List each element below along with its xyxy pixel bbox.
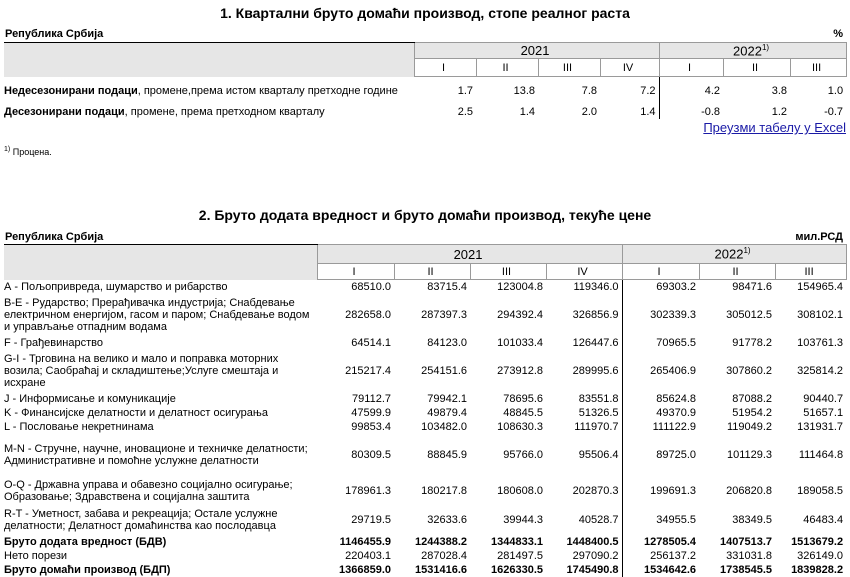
cell-value: 325814.2: [797, 364, 844, 377]
cell-value: 297090.2: [572, 549, 619, 562]
cell-value: 220403.1: [345, 549, 391, 562]
cell-value: 1.4: [519, 105, 535, 118]
cell-value: 111122.9: [622, 420, 699, 434]
table2-unit: мил.РСД: [795, 231, 843, 243]
cell-value: 282658.0: [345, 308, 391, 321]
table2-quarter-header: II: [394, 264, 470, 280]
cell-value: 80309.5: [351, 448, 391, 461]
cell-value: 154965.4: [797, 280, 844, 293]
cell-value: 305012.5: [726, 308, 773, 321]
cell-value: 289995.6: [572, 364, 619, 377]
cell-value: 78695.6: [503, 392, 543, 405]
cell-value: 178961.3: [345, 484, 391, 497]
cell-value: 206820.8: [726, 484, 773, 497]
table-row: [4, 506, 846, 535]
cell-value: 273912.8: [497, 364, 543, 377]
cell-value: 1839828.2: [791, 563, 844, 576]
row-label: А - Пољопривреда, шумарство и рибарство: [4, 280, 228, 293]
table1-footnote: $^{1)}$ Процена.: [4, 146, 52, 157]
cell-value: 1448400.5: [566, 535, 619, 548]
cell-value: 1244388.2: [415, 535, 467, 548]
row-label: B-E - Рударство; Прерађивачка индустрија; Снабдевање електричном енергијом, гасом и паром; Снабдевање водом и управљање отпадним водама: [4, 296, 310, 333]
table2-quarter-header: IV: [546, 264, 622, 280]
cell-value: 3.8: [771, 85, 788, 98]
cell-value: 49370.9: [622, 406, 699, 420]
cell-value: 84123.0: [427, 336, 467, 349]
cell-value: 46483.4: [803, 514, 844, 526]
cell-value: 47599.9: [351, 406, 391, 419]
table-row: [4, 476, 846, 506]
table1-region: Република Србија: [5, 28, 104, 40]
cell-value: 91778.2: [732, 336, 773, 349]
cell-value: 254151.6: [421, 364, 467, 377]
cell-value: 90440.7: [803, 392, 844, 405]
table1-quarter-header: III: [790, 59, 846, 77]
table2: [4, 244, 847, 577]
cell-value: 1531416.6: [415, 563, 467, 576]
cell-value: 180217.8: [421, 484, 467, 497]
cell-value: 331031.8: [726, 549, 773, 562]
table-row: [4, 294, 846, 336]
cell-value: 189058.5: [797, 484, 844, 497]
cell-value: 88845.9: [427, 448, 467, 461]
table-row: [4, 549, 846, 563]
cell-value: 68510.0: [351, 280, 391, 293]
cell-value: 48845.5: [503, 406, 543, 419]
table2-quarter-header: I: [317, 264, 394, 280]
cell-value: 1146455.9: [339, 535, 391, 548]
cell-value: 87088.2: [732, 392, 773, 405]
cell-value: 1278505.4: [622, 535, 699, 549]
cell-value: 256137.2: [622, 549, 699, 563]
cell-value: 1534642.6: [622, 563, 699, 577]
cell-value: 287397.3: [421, 308, 467, 321]
cell-value: 103761.3: [797, 336, 844, 349]
table2-quarter-header: III: [775, 264, 846, 280]
cell-value: 1.0: [827, 85, 844, 98]
row-label: Десезонирани подаци, промене, према претходном кварталу: [4, 105, 325, 118]
cell-value: 39944.3: [503, 514, 543, 526]
table-row: [4, 406, 846, 420]
cell-value: 79942.1: [427, 392, 467, 405]
download-excel-link[interactable]: Преузми табелу у Excel: [703, 120, 846, 135]
cell-value: 119346.0: [573, 280, 619, 293]
table-row: [4, 77, 846, 105]
row-label: O-Q - Државна управа и обавезно социјално осигурање; Образовање; Здравствена и социјална заштита: [4, 478, 293, 503]
row-label: Нето порези: [4, 549, 68, 562]
row-label: F - Грађевинарство: [4, 336, 103, 349]
cell-value: 307860.2: [726, 364, 773, 377]
cell-value: 326856.9: [572, 308, 619, 321]
table-row: [4, 563, 846, 577]
cell-value: 202870.3: [572, 484, 619, 497]
cell-value: 7.2: [640, 85, 656, 98]
cell-value: 302339.3: [622, 294, 699, 336]
table1-header-blank: [4, 43, 414, 77]
table1-quarter-header: III: [538, 59, 600, 77]
row-label: G-I - Трговина на велико и мало и поправка моторних возила; Саобраћај и складиштење;Услуге смештаја и исхране: [4, 352, 279, 389]
cell-value: 1344833.1: [491, 535, 543, 548]
table1-title: 1. Квартални бруто домаћи производ, стопе реалног раста: [220, 5, 630, 21]
table-row: [4, 280, 846, 294]
table1-year-header: 2022$^{1)}$: [659, 43, 846, 59]
cell-value: 49879.4: [427, 406, 467, 419]
cell-value: 95506.4: [578, 448, 619, 461]
cell-value: 99853.4: [351, 420, 391, 433]
cell-value: 69303.2: [622, 280, 699, 294]
cell-value: 1745490.8: [566, 563, 619, 576]
cell-value: 32633.6: [427, 514, 467, 526]
cell-value: 1.4: [640, 105, 656, 118]
cell-value: 1.2: [771, 105, 788, 118]
cell-value: 1.7: [457, 85, 473, 98]
cell-value: -0.8: [659, 105, 723, 119]
cell-value: 131931.7: [797, 420, 844, 433]
cell-value: 95766.0: [503, 448, 543, 461]
cell-value: 51326.5: [578, 406, 619, 419]
table1-unit: %: [833, 28, 843, 40]
table2-year-header: 2021: [317, 245, 622, 264]
cell-value: 126447.6: [572, 336, 619, 349]
row-label: R-T - Уметност, забава и рекреација; Остале услужне делатности; Делатност домаћинства као послодавца: [4, 508, 278, 532]
table2-region: Република Србија: [5, 231, 104, 243]
cell-value: 1738545.5: [720, 563, 773, 576]
table1: [4, 42, 847, 119]
row-label: Бруто додата вредност (БДВ): [4, 535, 167, 548]
table-row: [4, 420, 846, 434]
table2-quarter-header: III: [470, 264, 546, 280]
cell-value: 85624.8: [622, 392, 699, 406]
cell-value: 70965.5: [622, 336, 699, 350]
cell-value: 98471.6: [732, 280, 773, 293]
table2-quarter-header: I: [622, 264, 699, 280]
cell-value: 64514.1: [351, 336, 391, 349]
cell-value: 79112.7: [352, 392, 391, 405]
cell-value: 29719.5: [351, 514, 391, 526]
cell-value: 1626330.5: [491, 563, 543, 576]
cell-value: 51954.2: [732, 406, 773, 419]
cell-value: 34955.5: [622, 506, 699, 535]
table2-year-header: 2022$^{1)}$: [622, 245, 846, 264]
cell-value: -0.7: [824, 105, 844, 118]
table2-quarter-header: II: [699, 264, 775, 280]
cell-value: 111464.8: [798, 448, 844, 461]
cell-value: 2.5: [457, 105, 473, 118]
cell-value: 38349.5: [732, 514, 773, 526]
cell-value: 1407513.7: [720, 535, 773, 548]
table1-year-header: 2021: [414, 43, 659, 59]
table-row: [4, 535, 846, 549]
cell-value: 4.2: [659, 77, 723, 105]
row-label: J - Информисање и комуникације: [4, 392, 176, 405]
table2-header-blank: [4, 245, 317, 280]
cell-value: 13.8: [513, 85, 535, 98]
cell-value: 180608.0: [497, 484, 543, 497]
table-row: [4, 392, 846, 406]
cell-value: 294392.4: [497, 308, 543, 321]
cell-value: 281497.5: [497, 549, 543, 562]
cell-value: 265406.9: [622, 350, 699, 392]
cell-value: 123004.8: [497, 280, 543, 293]
cell-value: 199691.3: [622, 476, 699, 506]
table-row: [4, 434, 846, 476]
cell-value: 83551.8: [578, 392, 619, 405]
cell-value: 1366859.0: [339, 563, 391, 576]
cell-value: 89725.0: [622, 434, 699, 476]
cell-value: 308102.1: [797, 308, 844, 321]
row-label: K - Финансијске делатности и делатност осигурања: [4, 406, 268, 419]
row-label: L - Пословање некретнинама: [4, 420, 154, 433]
row-label: Бруто домаћи производ (БДП): [4, 563, 171, 576]
table-row: [4, 105, 846, 119]
cell-value: 40528.7: [578, 514, 619, 526]
table1-quarter-header: I: [659, 59, 723, 77]
table-row: [4, 336, 846, 350]
cell-value: 7.8: [581, 85, 597, 98]
table1-quarter-header: II: [476, 59, 538, 77]
table1-quarter-header: IV: [600, 59, 659, 77]
cell-value: 111970.7: [574, 420, 619, 433]
cell-value: 215217.4: [345, 364, 391, 377]
table2-title: 2. Бруто додата вредност и бруто домаћи производ, текуће цене: [198, 207, 652, 223]
cell-value: 83715.4: [427, 280, 467, 293]
cell-value: 326149.0: [797, 549, 844, 562]
cell-value: 1513679.2: [791, 535, 844, 548]
cell-value: 51657.1: [803, 406, 844, 419]
cell-value: 101129.3: [726, 448, 773, 461]
cell-value: 119049.2: [726, 420, 773, 433]
table-row: [4, 350, 846, 392]
cell-value: 287028.4: [421, 549, 467, 562]
row-label: M-N - Стручне, научне, иновационе и техничке делатности; Административне и помоћне услужне делатности: [4, 442, 308, 467]
table1-quarter-header: I: [414, 59, 476, 77]
cell-value: 101033.4: [497, 336, 543, 349]
cell-value: 103482.0: [421, 420, 467, 433]
cell-value: 2.0: [581, 105, 597, 118]
table1-quarter-header: II: [723, 59, 790, 77]
row-label: Недесезонирани подаци, промене,према истом кварталу претходне године: [4, 84, 398, 97]
cell-value: 108630.3: [497, 420, 543, 433]
